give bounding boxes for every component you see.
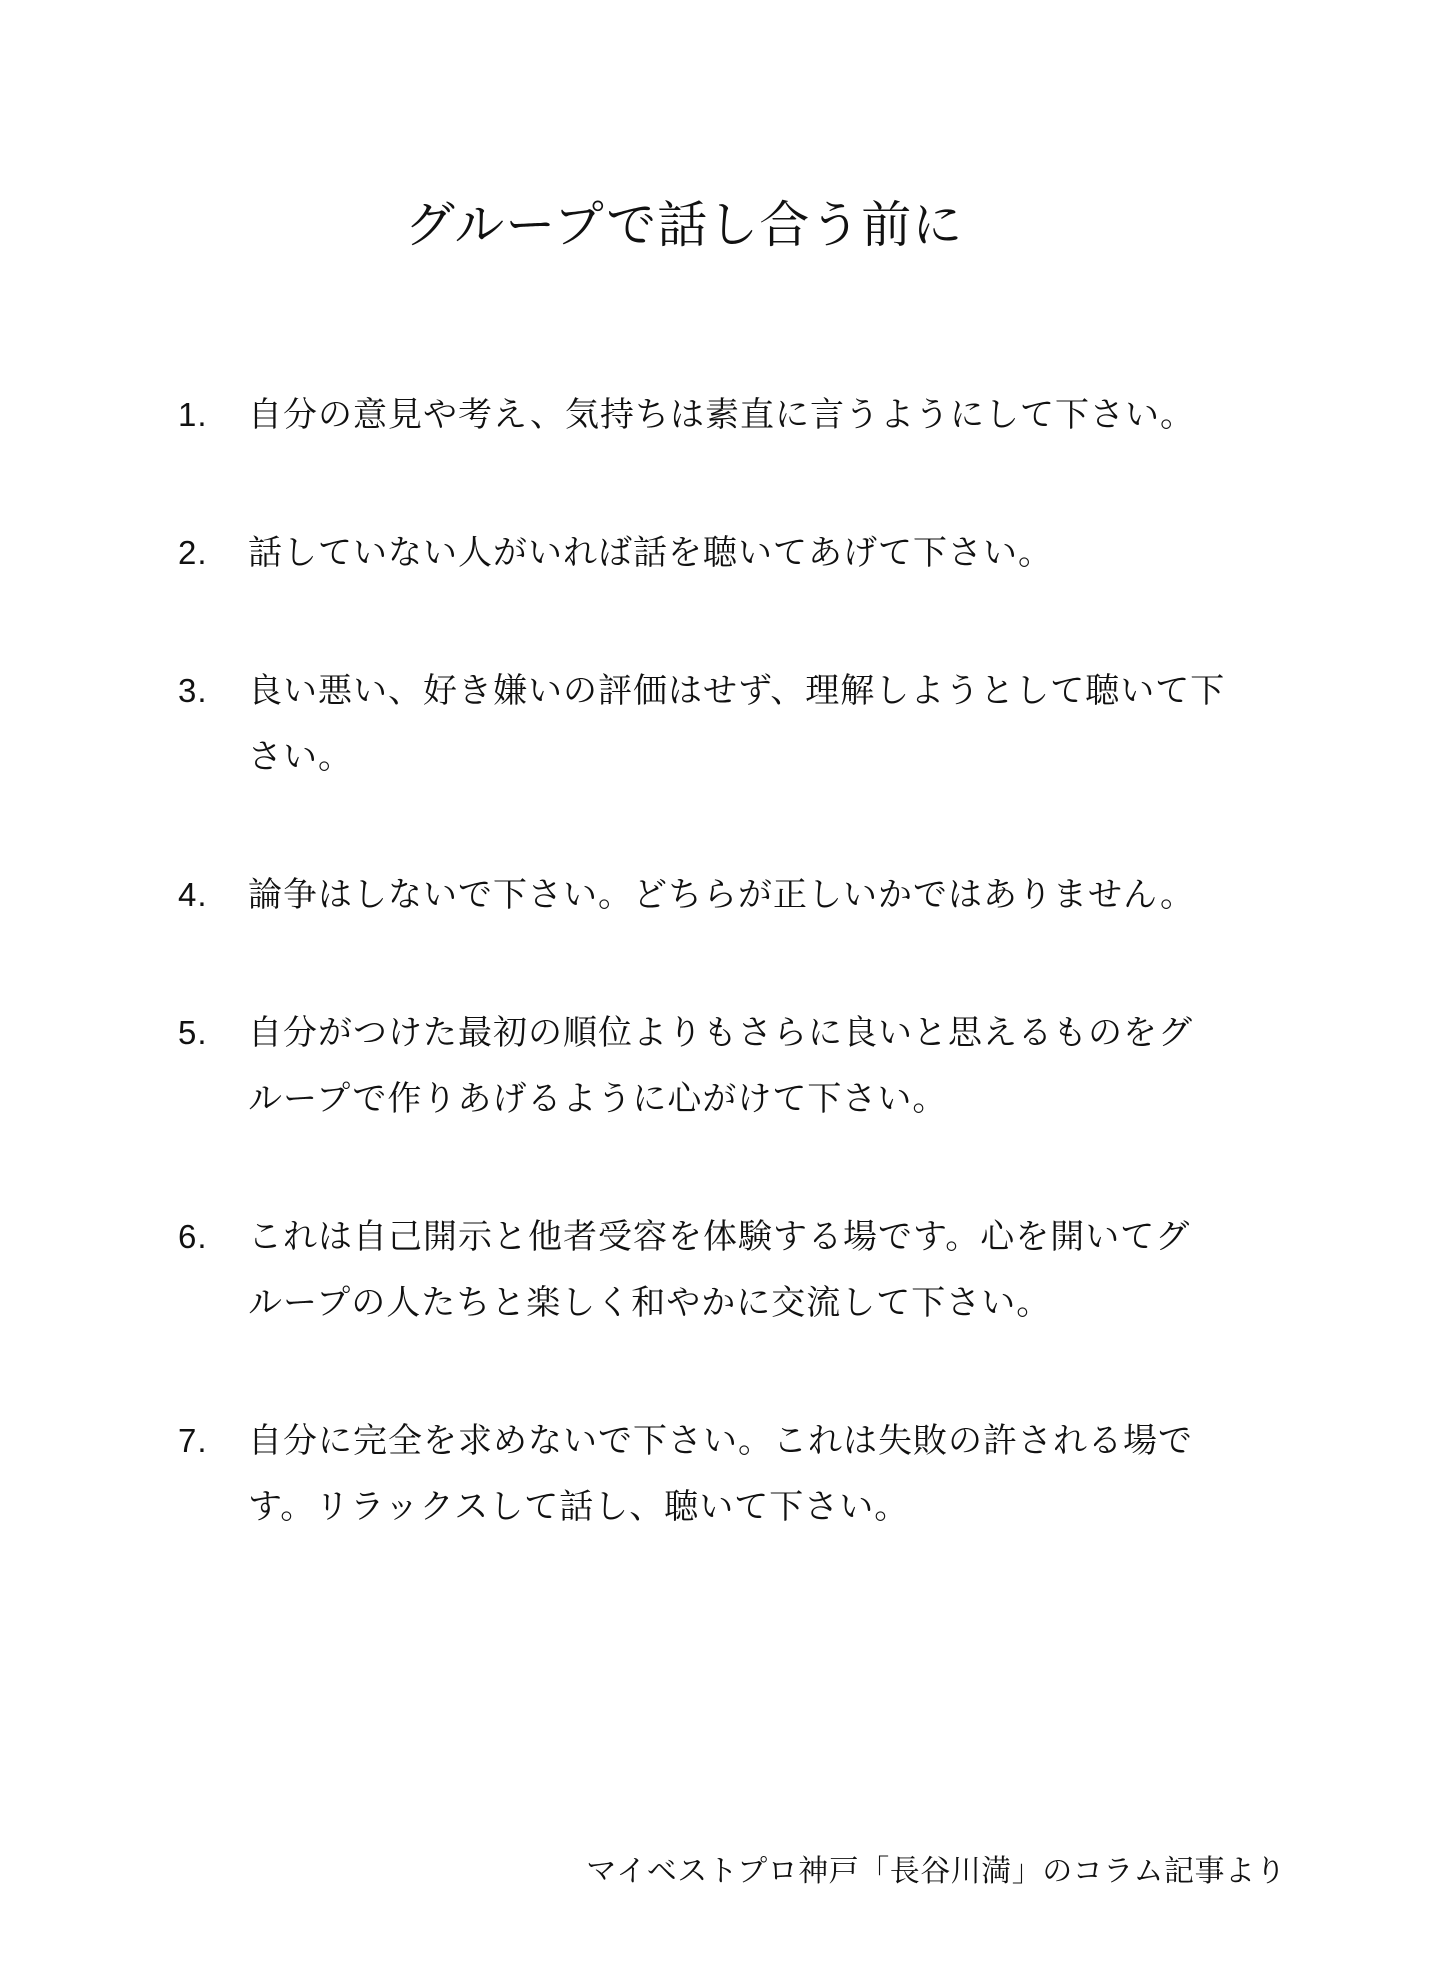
rule-number: 3.	[178, 672, 208, 709]
rule-text: 話していない人がいれば話を聴いてあげて下さい。	[248, 533, 1053, 573]
rule-number: 4.	[178, 876, 208, 913]
rule-item-4	[170, 862, 1320, 928]
rule-item-5	[170, 1000, 1320, 1132]
rule-number: 5.	[178, 1014, 208, 1051]
page-title: グループで話し合う前に	[404, 195, 964, 254]
rule-item-6	[170, 1204, 1320, 1336]
rule-number: 6.	[178, 1218, 208, 1255]
rule-item-7	[170, 1408, 1320, 1540]
rule-text: 論争はしないで下さい。どちらが正しいかではありません。	[248, 875, 1196, 915]
rule-item-3	[170, 658, 1320, 790]
rule-item-2	[170, 520, 1320, 586]
rule-text: 自分の意見や考え、気持ちは素直に言うようにして下さい。	[248, 395, 1196, 435]
rule-number: 1.	[178, 396, 208, 433]
rule-item-1	[170, 382, 1320, 448]
source-citation: マイベストプロ神戸「長谷川満」のコラム記事より	[586, 1854, 1286, 1889]
rule-text: 自分に完全を求めないで下さい。これは失敗の許される場で す。リラックスして話し、聴いて下さい。	[248, 1421, 1193, 1527]
rule-text: 良い悪い、好き嫌いの評価はせず、理解しようとして聴いて下 さい。	[248, 671, 1226, 777]
rule-number: 7.	[178, 1422, 208, 1459]
rule-number: 2.	[178, 534, 208, 571]
rule-text: 自分がつけた最初の順位よりもさらに良いと思えるものをグ ループで作りあげるように心がけて下さい。	[248, 1013, 1193, 1119]
rule-text: これは自己開示と他者受容を体験する場です。心を開いてグ ループの人たちと楽しく和やかに交流して下さい。	[248, 1217, 1191, 1323]
rules-list	[170, 382, 1320, 1540]
